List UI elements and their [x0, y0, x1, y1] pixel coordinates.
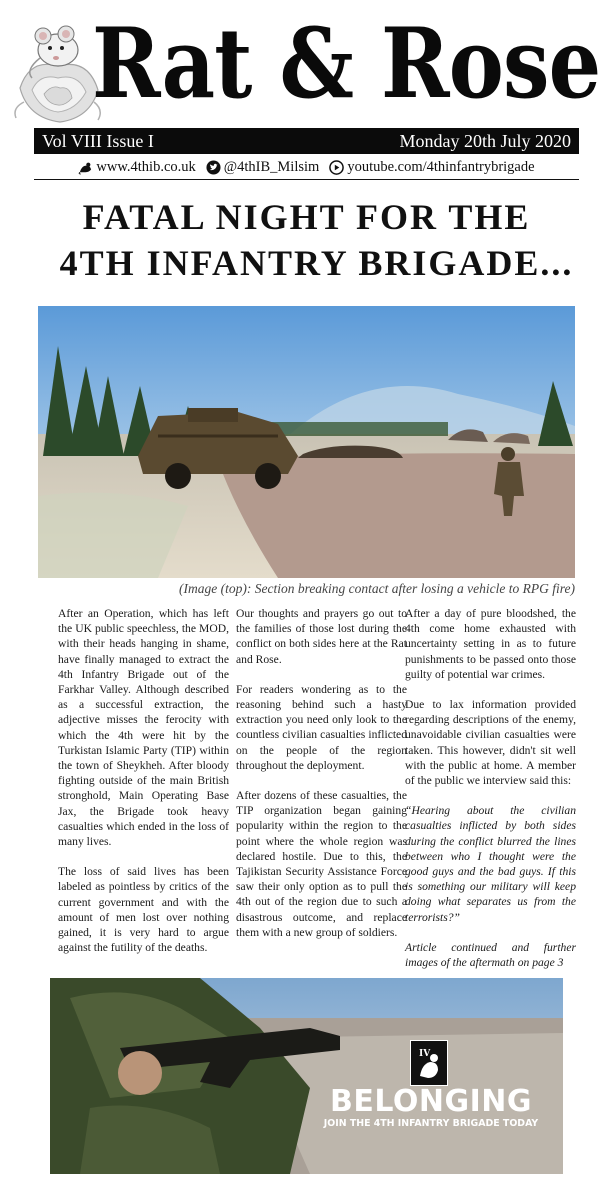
- issue-bar: [34, 128, 579, 154]
- rat-icon: [78, 160, 93, 175]
- emblem-numeral: IV: [419, 1049, 431, 1059]
- youtube-icon: [329, 160, 344, 175]
- recruitment-ad-image: [50, 978, 563, 1174]
- article-column-1: [58, 606, 229, 970]
- article-paragraph: The loss of said lives has been labeled as pointless by critics of the current government and with the amount of men lost over nothing gained, it is very hard to argue against the futility of the deaths.: [58, 865, 229, 955]
- main-photo: [38, 306, 575, 578]
- volume-issue: Vol VIII Issue I: [42, 131, 154, 151]
- issue-date: Monday 20th July 2020: [399, 131, 571, 151]
- photo-caption: (Image (top): Section breaking contact after losing a vehicle to RPG fire): [178, 581, 575, 596]
- public-quote: “Hearing about the civilian casualties inflicted by both sides during the conflict blurred the lines between who I thought were the good guys and the bad guys. If this is something our military will keep doing what separates us from the terrorists?”: [405, 804, 576, 924]
- ad-subtitle: JOIN THE 4TH INFANTRY BRIGADE TODAY: [323, 1118, 539, 1129]
- newspaper-title: Rat & Rose: [92, 7, 601, 120]
- article-column-3: [405, 606, 576, 985]
- article-paragraph: After a day of pure bloodshed, the 4th come home exhausted with uncertainty setting in as to future punishments to be passed onto those guilty of potential war crimes.: [405, 607, 576, 681]
- headline-line-1: FATAL NIGHT FOR THE: [82, 197, 531, 237]
- article-paragraph: After an Operation, which has left the UK public speechless, the MOD, with their heads hanging in shame, have finally managed to extract the 4th Infantry Brigade out of the Farkhar Valley. Although described as a successful extraction, the adjective misses the ferocity with which the 4th were hit by the Turkistan Islamic Party (TIP) within the town of Sheykheh. After bloody fighting outside of the main British stronghold, Main Operating Base Jax, the Brigade took heavy casualties which ended in the loss of many lives.: [58, 607, 229, 849]
- masthead: [0, 0, 613, 130]
- headline-line-2: 4TH INFANTRY BRIGADE...: [59, 243, 574, 283]
- article-column-2: [236, 606, 407, 955]
- youtube-link[interactable]: [329, 159, 534, 176]
- website-link[interactable]: [78, 159, 195, 176]
- youtube-text: youtube.com/4thinfantrybrigade: [347, 159, 535, 175]
- ad-title: BELONGING: [329, 1084, 533, 1119]
- website-text: www.4thib.co.uk: [96, 159, 196, 175]
- article-paragraph: For readers wondering as to the reasoning behind such a hasty extraction you need only look to the countless civilian casualties inflicted on the people of the region throughout the deployment.: [236, 682, 407, 772]
- twitter-link[interactable]: [206, 159, 320, 176]
- twitter-text: @4thIB_Milsim: [223, 159, 320, 175]
- article-paragraph: After dozens of these casualties, the TIP organization began gaining popularity within the region to the point where the whole region was declared hostile. Due to this, the Tajikistan Security Assistance Force saw their only option as to pull the 4th out of the region due to such a disastrous outcome, and replace them with a new group of soldiers.: [236, 789, 407, 939]
- social-links: [34, 156, 579, 180]
- twitter-icon: [206, 160, 221, 175]
- article-paragraph: Our thoughts and prayers go out to the families of those lost during the conflict on both sides here at the Rat and Rose.: [236, 607, 407, 666]
- article-paragraph: Due to lax information provided regarding descriptions of the enemy, unavoidable civilian casualties were taken. This however, didn't sit well with the public at home. A member of the public we interview said this:: [405, 698, 576, 788]
- continued-note: Article continued and further images of the aftermath on page 3: [405, 940, 576, 970]
- brigade-emblem: [410, 1040, 448, 1086]
- rat-rose-logo: [10, 18, 105, 128]
